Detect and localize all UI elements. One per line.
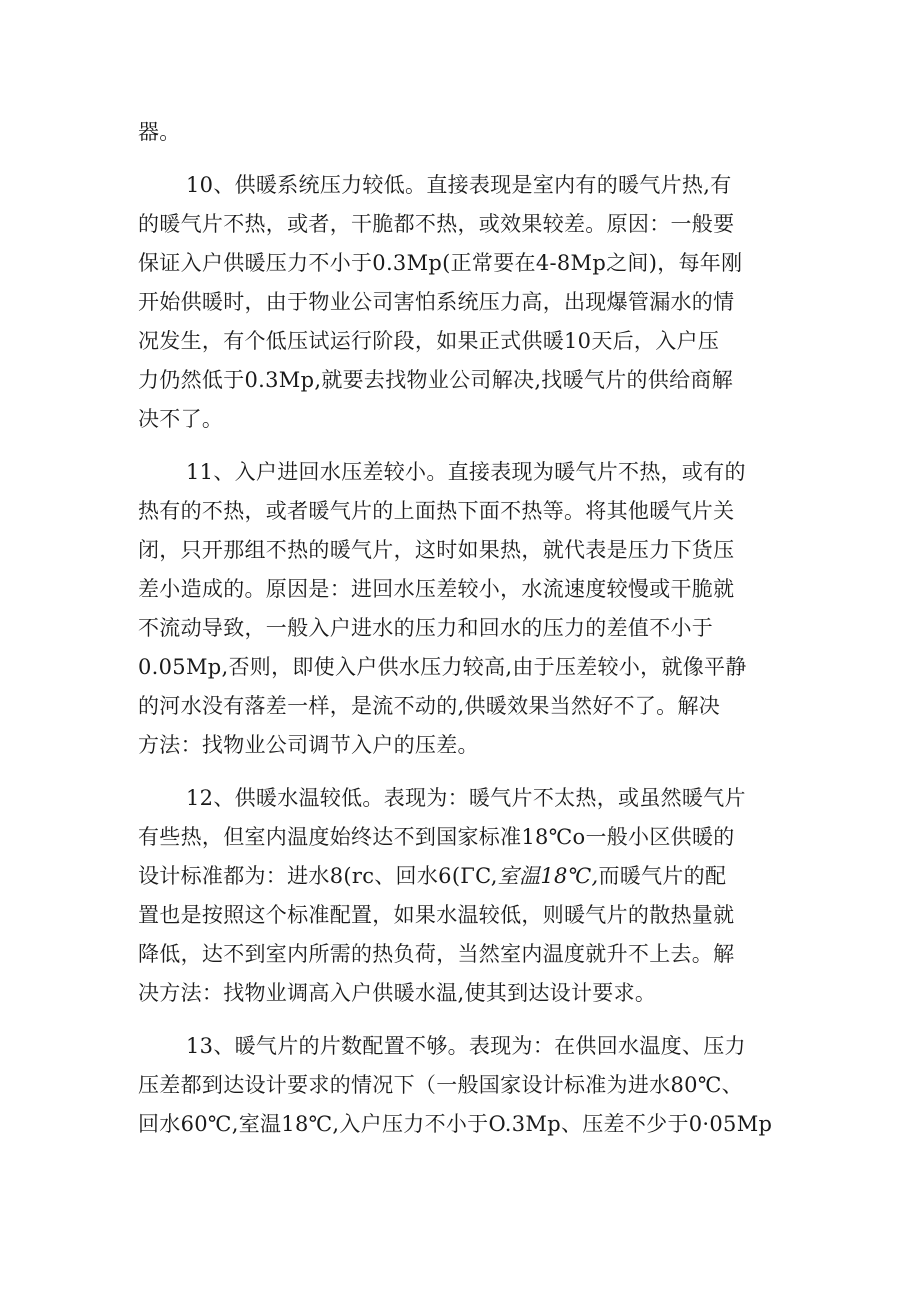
text-line: 置也是按照这个标准配置，如果水温较低，则暖气片的散热量就 [138,903,735,927]
text-line: 降低，达不到室内所需的热负荷，当然室内温度就升不上去。解 [138,942,735,966]
text-segment: 设计标准都为：进水8(rc、回水6(ΓC, [138,864,498,888]
text-segment: 而暖气片的配 [598,864,727,888]
text-line: 闭，只开那组不热的暖气片，这时如果热，就代表是压力下货压 [138,538,735,562]
text-line [138,862,788,890]
text-line: 11、入户进回水压差较小。直接表现为暖气片不热，或有的 [186,460,746,484]
text-segment-italic: 室温18℃, [497,864,599,888]
text-line: 不流动导致，一般入户进水的压力和回水的压力的差值不小于 [138,616,714,640]
text-line: 0.05Mp,否则，即使入户供水压力较高,由于压差较小，就像平静 [138,655,747,679]
text-line: 器。 [138,120,181,144]
text-line: 方法：找物业公司调节入户的压差。 [138,733,479,757]
text-line: 差小造成的。原因是：进回水压差较小，水流速度较慢或干脆就 [138,577,735,601]
text-line: 的暖气片不热，或者，干脆都不热，或效果较差。原因：一般要 [138,212,735,236]
text-line: 开始供暖时，由于物业公司害怕系统压力高，出现爆管漏水的情 [138,290,735,314]
text-line: 决不了。 [138,407,224,431]
text-line: 热有的不热，或者暖气片的上面热下面不热等。将其他暖气片关 [138,499,735,523]
text-line: 保证入户供暖压力不小于0.3Mp(正常要在4-8Mp之间)，每年刚 [138,251,743,275]
text-line: 回水60℃,室温18℃,入户压力不小于O.3Mp、压差不少于0·05Mp [138,1112,773,1136]
text-line: 12、供暖水温较低。表现为：暖气片不太热，或虽然暖气片 [186,786,746,810]
text-line: 有些热，但室内温度始终达不到国家标准18℃o一般小区供暖的 [138,825,735,849]
text-line: 10、供暖系统压力较低。直接表现是室内有的暖气片热,有 [186,173,732,197]
text-line: 13、暖气片的片数配置不够。表现为：在供回水温度、压力 [186,1034,746,1058]
text-line: 决方法：找物业调高入户供暖水温,使其到达设计要求。 [138,981,657,1005]
text-line: 况发生，有个低压试运行阶段，如果正式供暖10天后，入户压 [138,329,720,353]
text-line: 压差都到达设计要求的情况下（一般国家设计标准为进水80℃、 [138,1073,743,1097]
text-line: 的河水没有落差一样，是流不动的,供暖效果当然好不了。解决 [138,694,721,718]
text-line: 力仍然低于0.3Mp,就要去找物业公司解决,找暖气片的供给商解 [138,368,733,392]
